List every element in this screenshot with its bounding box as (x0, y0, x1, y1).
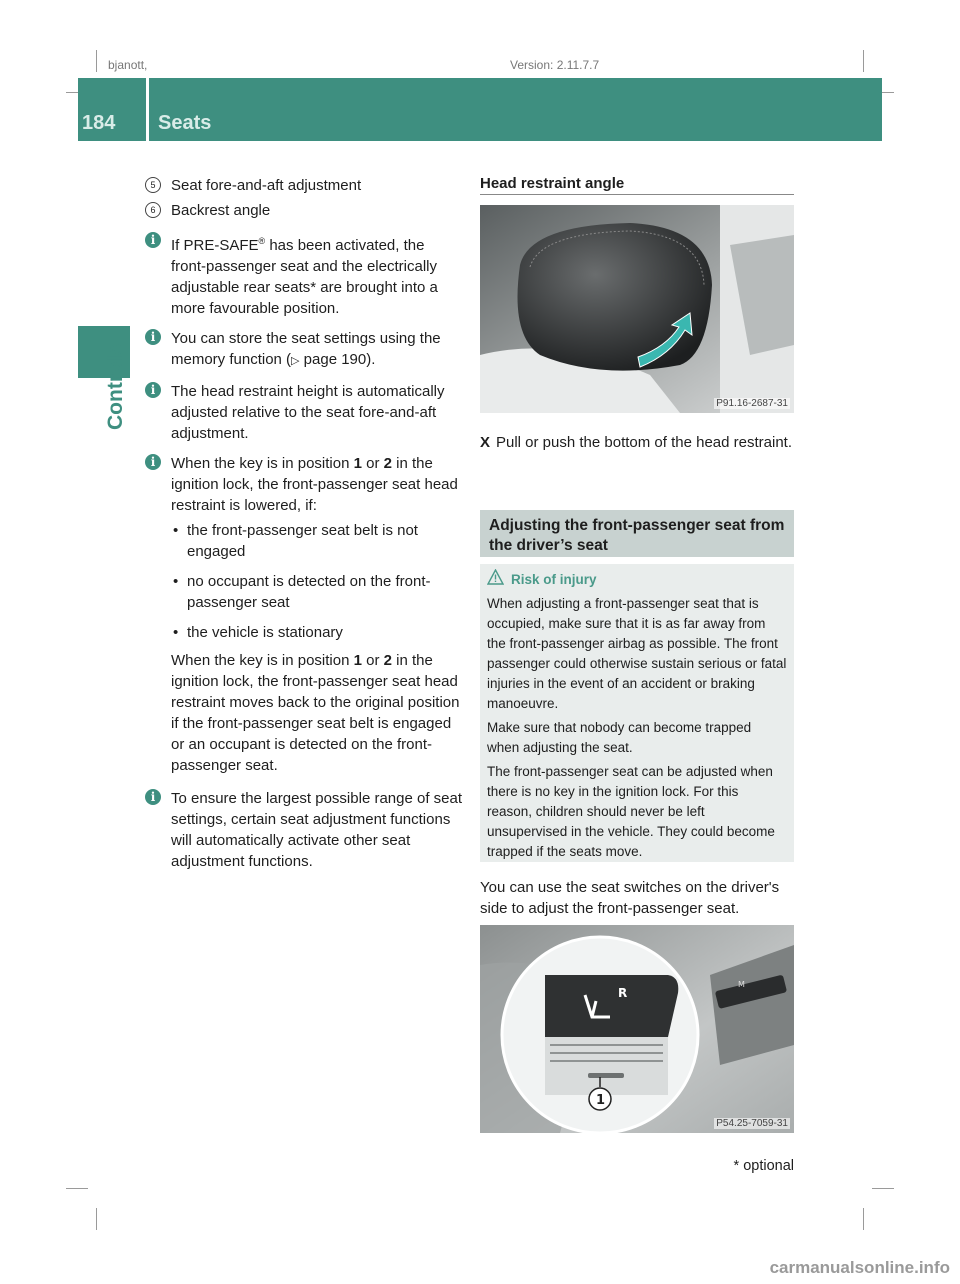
page-number: 184 (82, 112, 116, 134)
info-icon: i (145, 454, 161, 470)
crop-mark (96, 1208, 97, 1230)
legend-item: 6 Backrest angle (145, 200, 463, 221)
list-item: • the vehicle is stationary (173, 624, 343, 641)
info-icon: i (145, 329, 161, 345)
subheading-rule (480, 194, 794, 195)
list-item: • no occupant is detected on the front-passenger seat (173, 573, 431, 611)
left-column (145, 175, 463, 872)
info-icon: i (145, 382, 161, 398)
section-heading: Adjusting the front-passenger seat from the driver’s seat (480, 510, 794, 557)
footnote: * optional (733, 1158, 794, 1174)
callout-6-icon: 6 (145, 202, 161, 218)
head-restraint-illustration (480, 205, 794, 413)
info-note-presafe: i If PRE-SAFE® has been activated, the front-passenger seat and the electrically adjustable rear seats* are brought into a more favourable position. (145, 231, 463, 319)
crop-mark (872, 1188, 894, 1189)
body-text: You can use the seat switches on the driver's side to adjust the front-passenger seat. (480, 879, 780, 917)
warning-triangle-icon (487, 569, 504, 591)
crop-mark (863, 1208, 864, 1230)
crop-mark (66, 1188, 88, 1189)
info-note-head-restraint: i The head restraint height is automatically adjusted relative to the seat fore-and-aft adjustment. (145, 381, 463, 444)
switch-m-label: M (738, 980, 745, 989)
legend-item: 5 Seat fore-and-aft adjustment (145, 175, 463, 196)
image-code: P91.16-2687-31 (716, 398, 788, 409)
page-ref-arrow-icon: ▷ (291, 355, 300, 367)
warning-paragraph: Make sure that nobody can become trapped when adjusting the seat. (487, 720, 752, 755)
step-marker-icon: X (480, 434, 491, 451)
page-title: Seats (158, 112, 212, 134)
warning-title: Risk of injury (487, 570, 787, 590)
watermark: carmanualsonline.info (769, 1258, 950, 1277)
side-tab-label: Controls (104, 343, 127, 430)
info-note-memory: i You can store the seat settings using the memory function (▷ page 190). (145, 328, 463, 372)
image-code: P54.25-7059-31 (716, 1118, 788, 1129)
warning-box (480, 564, 794, 862)
list-item: • the front-passenger seat belt is not engaged (173, 522, 418, 560)
meta-version: Version: 2.11.7.7 (510, 58, 600, 72)
crop-mark (863, 50, 864, 72)
head-restraint-svg (480, 205, 794, 413)
condition-list (171, 520, 463, 643)
warning-paragraph: When adjusting a front-passenger seat that is occupied, make sure that it is as far away from the front-passenger airbag as possible. The front passenger could otherwise sustain serious or fatal injuries in the event of an accident or braking manoeuvre. (487, 596, 787, 711)
seat-switch-illustration (480, 925, 794, 1133)
info-note-key-position: i When the key is in position 1 or 2 in the ignition lock, the front-passenger seat head restraint is lowered, if: • the front-passenger seat belt is not engaged • no occupant is detected on the front-passenger seat • the vehicle is stationary When the key is in position 1 or 2 in the ignition lock, the front-passenger seat head restraint moves back to the original position if the front-passenger seat belt is engaged or an occupant is detected on the front-passenger seat. (145, 453, 463, 776)
switch-r-label: R (618, 986, 628, 1000)
info-icon: i (145, 789, 161, 805)
info-note-seat-range: i To ensure the largest possible range of seat settings, certain seat adjustment functions will automatically activate other seat adjustment functions. (145, 788, 463, 872)
subheading-head-restraint-angle: Head restraint angle (480, 175, 625, 192)
callout-5-icon: 5 (145, 177, 161, 193)
crop-mark (96, 50, 97, 72)
seat-switch-svg (480, 925, 794, 1133)
info-icon: i (145, 232, 161, 248)
warning-paragraph: The front-passenger seat can be adjusted when there is no key in the ignition lock. For this reason, children should never be left unsupervised in the vehicle. They could become trapped if the seats move. (487, 764, 775, 859)
instruction-step: X Pull or push the bottom of the head restraint. (480, 434, 793, 451)
header-divider (146, 78, 149, 141)
meta-author: bjanott, (108, 58, 148, 72)
callout-1-label: 1 (596, 1093, 606, 1108)
